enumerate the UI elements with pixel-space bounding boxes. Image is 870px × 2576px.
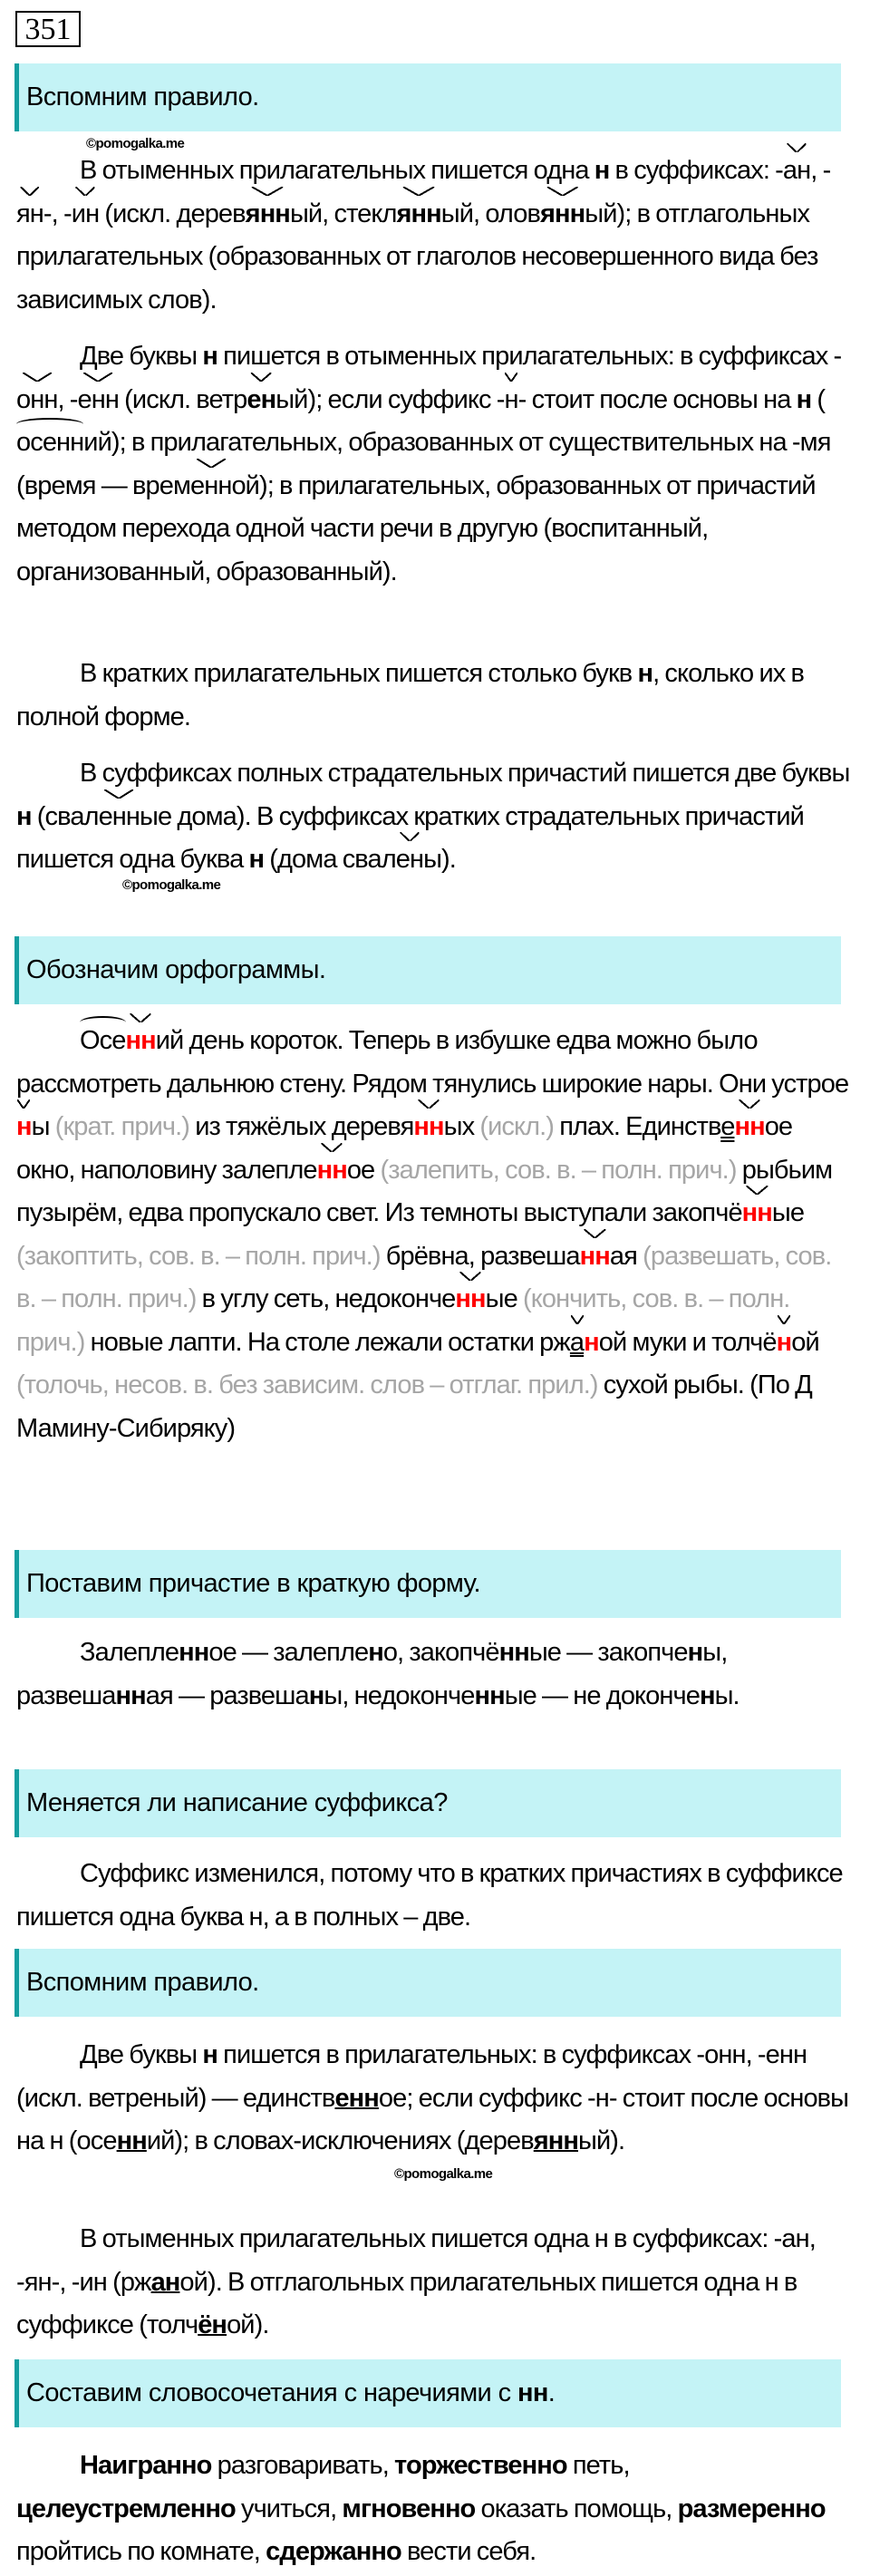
rule-paragraph: Две буквы н пишется в отыменных прилагательных: в суффиксах -онн, -енн (искл. ветреный); если суффикс -н- стоит после основы на н (осенний); в прилагательных, образованных от существительных на -мя (время — временной); в прилагательных, образованных от причастий методом перехода одной части речи в другую (воспитанный, организованный, образованный).: [16, 342, 842, 586]
text-segment-b-hat: янн: [540, 193, 585, 237]
text-segment-hat: ан: [783, 150, 810, 193]
text-segment-arc: осенн: [16, 421, 83, 465]
text-segment-b: нн: [517, 2378, 548, 2407]
text-segment-red-hat: нн: [126, 1020, 156, 1063]
text-segment-hat: ен: [396, 838, 423, 882]
text-segment-b: н: [202, 2040, 218, 2069]
text-segment-hat: ин: [72, 193, 99, 237]
text-segment-b-u: ён: [198, 2310, 227, 2339]
text-segment-b-u: нн: [116, 2126, 147, 2155]
text-segment-red-hat: нн: [580, 1235, 610, 1279]
watermark: ©pomogalka.me: [394, 2166, 493, 2182]
rule-paragraph: Две буквы н пишется в прилагательных: в суффиксах -онн, -енн (искл. ветреный) — единственное; если суффикс -н- стоит после основы на н (осенний); в словах-исключениях (деревянный).: [16, 2040, 849, 2155]
section-header-text: Поставим причастие в краткую форму.: [26, 1569, 481, 1598]
text-segment-b: н: [308, 1680, 324, 1710]
exercise-text: Осенний день короток. Теперь в избушке едва можно было рассмотреть дальнюю стену. Рядом тянулись широкие нары. Они устроены (крат. прич.) из тяжёлых деревянных (искл.) плах. Единственное окно, наполовину залепленное (залепить, сов. в. – полн. прич.) рыбьим пузырём, едва пропускало свет. Из темноты выступали закопчённые (закоптить, сов. в. – полн. прич.) брёвна, развешанная (развешать, сов. в. – полн. прич.) в углу сеть, недоконченные (кончить, сов. в. – полн. прич.) новые лапти. На столе лежали остатки ржаной муки и толчёной (толочь, несов. в. без зависим. слов – отглаг. прил.) сухой рыбы. (По Д Мамину-Сибиряку): [16, 1020, 850, 1450]
text-segment-b: н: [637, 659, 653, 688]
section-header-remember-rule: [14, 63, 841, 131]
text-segment-hat: онн: [16, 379, 57, 422]
section-header-mark-orthograms: [14, 936, 841, 1004]
text-segment-b: н: [16, 801, 32, 831]
text-segment-arc: Осе: [80, 1020, 126, 1063]
text-segment-b: нн: [474, 1680, 505, 1710]
text-segment-u2-hat: а: [570, 1322, 584, 1365]
text-segment-red-hat: н: [777, 1322, 792, 1365]
text-segment-hat: енн: [78, 379, 119, 422]
text-segment-b: мгновенно: [342, 2494, 476, 2523]
text-segment-gray: (искл.): [479, 1112, 555, 1141]
text-segment-b: н: [248, 845, 265, 874]
text-segment-hat: енн: [99, 796, 140, 839]
text-segment-b: нн: [115, 1680, 146, 1710]
text-segment-b: нн: [179, 1638, 209, 1667]
section-header-remember-rule-2: [14, 1949, 841, 2017]
rule-paragraph: В отыменных прилагательных пишется одна н в суффиксах: -ан, -ян-, -ин (искл. деревянный, стеклянный, оловянный); в отглагольных прилагательных (образованных от глаголов несовершенного вида без зависимых слов).: [16, 150, 850, 322]
text-segment-b-hat: янн: [397, 193, 441, 237]
text-segment-gray: (крат. прич.): [54, 1112, 190, 1141]
text-segment-gray: (кончить, сов. в. – полн. прич.): [16, 1284, 790, 1357]
text-segment-b: сдержанно: [266, 2537, 401, 2566]
text-segment-red-hat: н: [16, 1106, 32, 1149]
text-segment-b: н: [202, 342, 218, 371]
text-segment-b: Наигранно: [80, 2451, 212, 2480]
text-segment-red-hat: нн: [742, 1192, 772, 1235]
text-segment-red-hat: нн: [734, 1106, 764, 1149]
answer-paragraph: Наигранно разговаривать, торжественно петь, целеустремленно учиться, мгновенно оказать помощь, размеренно пройтись по комнате, сдержанно вести себя.: [16, 2451, 826, 2566]
section-header-short-form: [14, 1550, 841, 1618]
text-segment-hat: ян: [16, 193, 44, 237]
text-segment-b-hat: янн: [246, 193, 290, 237]
section-header-text: Обозначим орфограммы.: [26, 955, 326, 984]
task-number-box: 351: [15, 11, 81, 47]
answer-paragraph: Залепленное — залеплено, закопчённые — закопчены, развешанная — развешаны, недоконченные — не докончены.: [16, 1638, 740, 1710]
watermark: ©pomogalka.me: [86, 136, 185, 151]
text-segment-b: нн: [498, 1638, 529, 1667]
text-segment-b-u: енн: [334, 2083, 379, 2113]
text-segment-gray: (залепить, сов. в. – полн. прич.): [380, 1155, 737, 1185]
section-header-text: Вспомним правило.: [26, 1968, 259, 1997]
text-segment-gray: (закоптить, сов. в. – полн. прич.): [16, 1241, 381, 1271]
text-segment-b-hat: ен: [246, 379, 276, 422]
text-segment-b: н: [796, 384, 812, 414]
text-segment-b: н: [368, 1638, 383, 1667]
section-header-text: Составим словосочетания с наречиями с нн.: [26, 2378, 556, 2407]
text-segment-red-hat: нн: [413, 1106, 443, 1149]
text-segment-red-hat: нн: [455, 1278, 485, 1322]
text-segment-b: торжественно: [394, 2451, 567, 2480]
text-segment-b: целеустремленно: [16, 2494, 236, 2523]
section-header-suffix-question: [14, 1769, 841, 1837]
text-segment-hat: н: [505, 379, 518, 422]
text-segment-b: н: [594, 156, 610, 185]
text-segment-b: н: [687, 1638, 703, 1667]
rule-paragraph: В отыменных прилагательных пишется одна н в суффиксах: -ан, -ян-, -ин (ржаной). В отглагольных прилагательных пишется одна н в суффиксе (толчёной).: [16, 2224, 816, 2339]
section-header-text: Вспомним правило.: [26, 82, 259, 111]
section-header-adverb-phrases: [14, 2359, 841, 2427]
text-segment-b: размеренно: [677, 2494, 826, 2523]
text-segment-b-u: янн: [533, 2126, 578, 2155]
rule-paragraph: В кратких прилагательных пишется столько букв н, сколько их в полной форме.: [16, 659, 805, 731]
rule-paragraph: В суффиксах полных страдательных причастий пишется две буквы н (сваленные дома). В суффиксах кратких страдательных причастий пишется одна буква н (дома свалены).: [16, 752, 850, 882]
section-header-text: Меняется ли написание суффикса?: [26, 1788, 448, 1817]
text-segment-b-u: ан: [150, 2267, 180, 2297]
text-segment-red-hat: нн: [317, 1149, 347, 1193]
text-segment-gray: (развешать, сов. в. – полн. прич.): [16, 1241, 832, 1313]
answer-paragraph: Суффикс изменился, потому что в кратких причастиях в суффиксе пишется одна буква н, а в полных – две.: [16, 1859, 843, 1932]
text-segment-hat: енн: [190, 465, 231, 508]
watermark: ©pomogalka.me: [122, 877, 221, 893]
text-segment-red: н: [584, 1327, 599, 1357]
text-segment-gray: (толочь, несов. в. без зависим. слов – отглаг. прил.): [16, 1370, 598, 1399]
text-segment-u2: е: [720, 1112, 735, 1141]
text-segment-b: н: [699, 1680, 715, 1710]
